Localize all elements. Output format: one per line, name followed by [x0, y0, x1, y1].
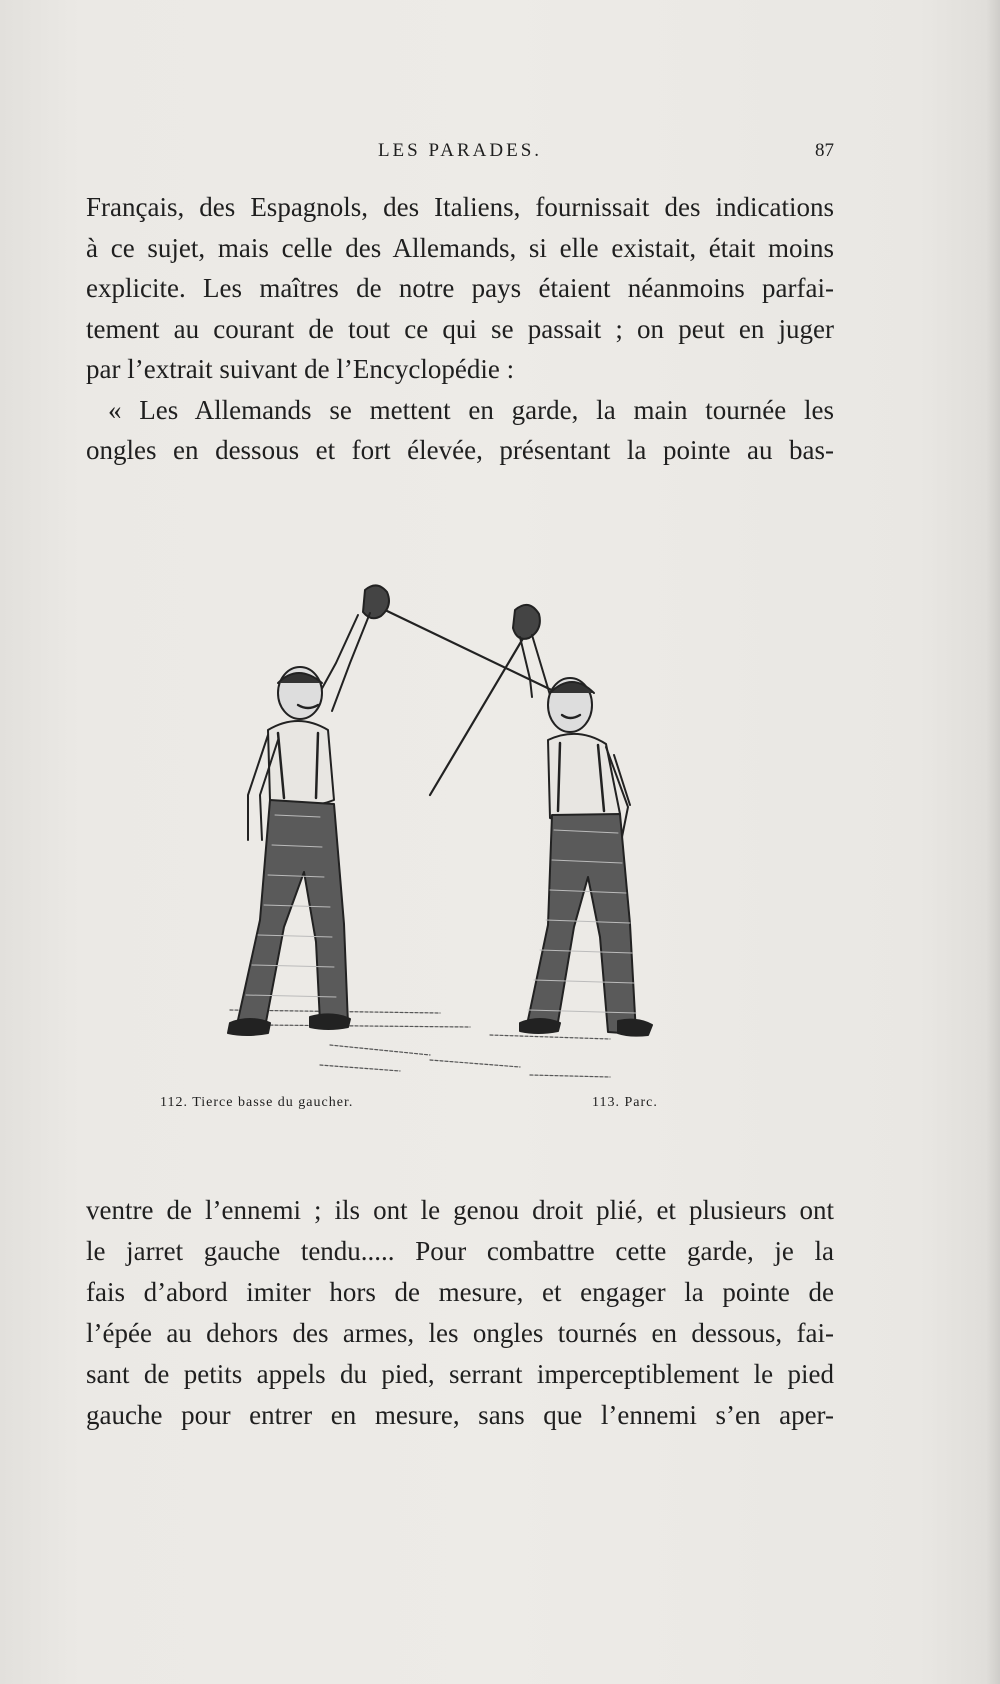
- text-line: ongles en dessous et fort élevée, présentant la pointe au bas-: [86, 435, 834, 465]
- text-line: tement au courant de tout ce qui se passait ; on peut en juger: [86, 313, 834, 344]
- text-line: à ce sujet, mais celle des Allemands, si elle existait, était moins: [86, 232, 834, 263]
- text-line: « Les Allemands se mettent en garde, la main tournée les: [108, 394, 834, 425]
- text-line: ventre de l’ennemi ; ils ont le genou droit plié, et plusieurs ont: [86, 1195, 834, 1225]
- floor-line: [320, 1065, 400, 1071]
- text-line: par l’extrait suivant de l’Encyclopédie :: [86, 354, 515, 384]
- right-fencer: [513, 605, 652, 1036]
- figure-caption-left: 112. Tierce basse du gaucher.: [160, 1095, 354, 1110]
- floor-line: [260, 1025, 470, 1027]
- floor-line: [530, 1075, 610, 1077]
- text-line: le jarret gauche tendu..... Pour combattre cette garde, je la: [86, 1236, 834, 1266]
- text-line: explicite. Les maîtres de notre pays étaient néanmoins parfai-: [86, 273, 834, 303]
- right-hilt: [513, 605, 540, 639]
- top-paragraph: [86, 187, 834, 471]
- page-number: 87: [815, 140, 834, 161]
- text-line: gauche pour entrer en mesure, sans que l’ennemi s’en aper-: [86, 1400, 834, 1430]
- text-line: fais d’abord imiter hors de mesure, et engager la pointe de: [86, 1277, 834, 1307]
- floor-line: [330, 1045, 430, 1055]
- floor-line: [430, 1060, 520, 1067]
- running-title: LES PARADES.: [377, 140, 543, 161]
- page-edge-shadow: [986, 0, 1000, 1684]
- text-line: sant de petits appels du pied, serrant imperceptiblement le pied: [86, 1359, 834, 1389]
- figure-caption-right: 113. Parc.: [592, 1095, 658, 1110]
- text-line: Français, des Espagnols, des Italiens, fournissait des indications: [86, 192, 834, 222]
- fencing-illustration: [170, 555, 730, 1085]
- bottom-paragraph: [86, 1190, 834, 1436]
- text-line: l’épée au dehors des armes, les ongles tournés en dessous, fai-: [86, 1318, 834, 1348]
- running-head: [86, 140, 834, 166]
- left-fencer: [228, 585, 389, 1035]
- left-hilt: [363, 585, 389, 618]
- floor-line: [490, 1035, 610, 1039]
